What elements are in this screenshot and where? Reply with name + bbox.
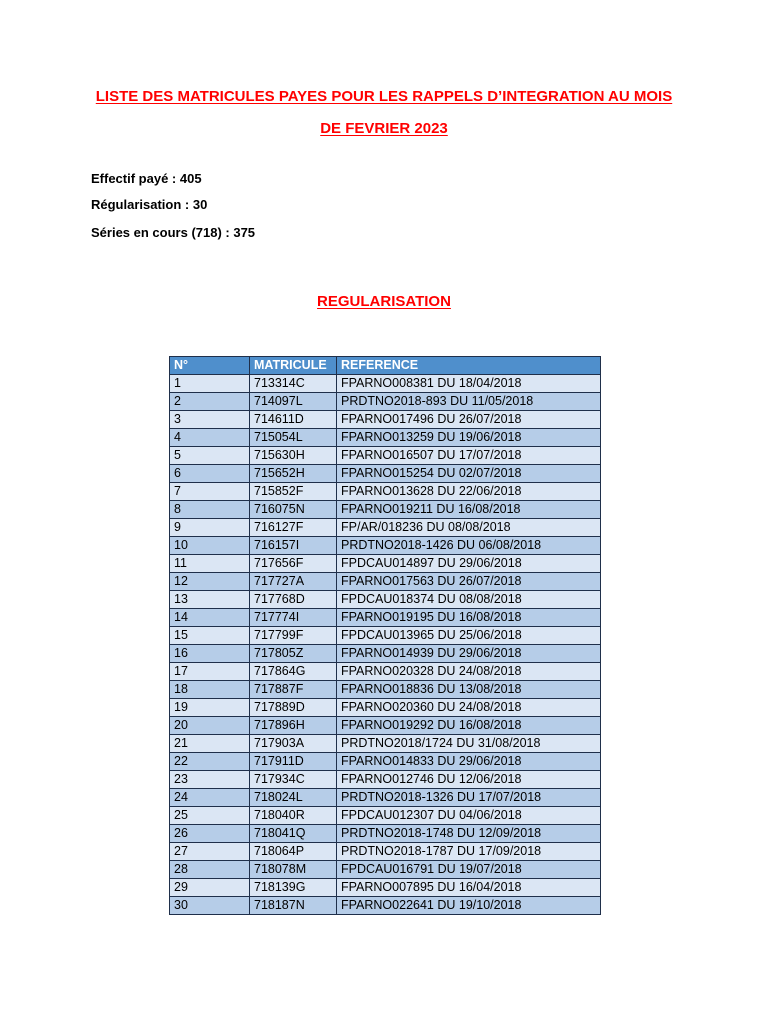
cell-matricule: 714611D: [250, 411, 337, 429]
cell-number: 10: [170, 537, 250, 555]
cell-matricule: 717903A: [250, 735, 337, 753]
cell-reference: FPARNO018836 DU 13/08/2018: [337, 681, 601, 699]
cell-number: 15: [170, 627, 250, 645]
cell-number: 21: [170, 735, 250, 753]
cell-reference: FPARNO013259 DU 19/06/2018: [337, 429, 601, 447]
cell-matricule: 715852F: [250, 483, 337, 501]
cell-number: 2: [170, 393, 250, 411]
cell-matricule: 718187N: [250, 897, 337, 915]
table-row: [170, 879, 601, 897]
cell-number: 28: [170, 861, 250, 879]
column-header-matricule: MATRICULE: [250, 357, 337, 375]
table-row: [170, 627, 601, 645]
cell-number: 1: [170, 375, 250, 393]
cell-matricule: 717896H: [250, 717, 337, 735]
table-row: [170, 753, 601, 771]
cell-matricule: 717889D: [250, 699, 337, 717]
cell-number: 20: [170, 717, 250, 735]
cell-matricule: 717805Z: [250, 645, 337, 663]
table-row: [170, 897, 601, 915]
cell-matricule: 716157I: [250, 537, 337, 555]
cell-number: 13: [170, 591, 250, 609]
section-title: REGULARISATION: [317, 293, 451, 310]
cell-reference: FPDCAU018374 DU 08/08/2018: [337, 591, 601, 609]
table-row: [170, 609, 601, 627]
table-row: [170, 735, 601, 753]
cell-reference: FPARNO012746 DU 12/06/2018: [337, 771, 601, 789]
cell-matricule: 715630H: [250, 447, 337, 465]
table-row: [170, 501, 601, 519]
cell-reference: FPDCAU016791 DU 19/07/2018: [337, 861, 601, 879]
table-row: [170, 645, 601, 663]
cell-number: 14: [170, 609, 250, 627]
cell-matricule: 717799F: [250, 627, 337, 645]
cell-number: 7: [170, 483, 250, 501]
cell-reference: FPARNO013628 DU 22/06/2018: [337, 483, 601, 501]
cell-number: 22: [170, 753, 250, 771]
cell-reference: FPARNO020328 DU 24/08/2018: [337, 663, 601, 681]
document-title-line-2: DE FEVRIER 2023: [320, 120, 448, 137]
cell-matricule: 716075N: [250, 501, 337, 519]
cell-reference: PRDTNO2018-1748 DU 12/09/2018: [337, 825, 601, 843]
table-row: [170, 861, 601, 879]
cell-reference: FPARNO016507 DU 17/07/2018: [337, 447, 601, 465]
table-row: [170, 573, 601, 591]
cell-matricule: 717768D: [250, 591, 337, 609]
cell-reference: FP/AR/018236 DU 08/08/2018: [337, 519, 601, 537]
table-row: [170, 591, 601, 609]
cell-number: 12: [170, 573, 250, 591]
cell-reference: PRDTNO2018-1326 DU 17/07/2018: [337, 789, 601, 807]
cell-reference: FPARNO019195 DU 16/08/2018: [337, 609, 601, 627]
cell-reference: FPARNO014939 DU 29/06/2018: [337, 645, 601, 663]
cell-number: 9: [170, 519, 250, 537]
cell-reference: PRDTNO2018-893 DU 11/05/2018: [337, 393, 601, 411]
cell-matricule: 713314C: [250, 375, 337, 393]
cell-number: 3: [170, 411, 250, 429]
cell-reference: FPARNO019211 DU 16/08/2018: [337, 501, 601, 519]
table-row: [170, 375, 601, 393]
cell-number: 8: [170, 501, 250, 519]
cell-number: 4: [170, 429, 250, 447]
table-row: [170, 807, 601, 825]
cell-matricule: 715054L: [250, 429, 337, 447]
cell-matricule: 717774I: [250, 609, 337, 627]
cell-reference: FPARNO008381 DU 18/04/2018: [337, 375, 601, 393]
cell-reference: PRDTNO2018-1787 DU 17/09/2018: [337, 843, 601, 861]
table-row: [170, 519, 601, 537]
cell-matricule: 717864G: [250, 663, 337, 681]
table-row: [170, 465, 601, 483]
cell-reference: FPARNO015254 DU 02/07/2018: [337, 465, 601, 483]
table-row: [170, 699, 601, 717]
cell-matricule: 717727A: [250, 573, 337, 591]
table-row: [170, 789, 601, 807]
table-row: [170, 447, 601, 465]
cell-number: 11: [170, 555, 250, 573]
table-row: [170, 555, 601, 573]
column-header-number: N°: [170, 357, 250, 375]
table-body: [170, 375, 601, 915]
table-row: [170, 843, 601, 861]
table-row: [170, 825, 601, 843]
cell-matricule: 717911D: [250, 753, 337, 771]
cell-reference: PRDTNO2018/1724 DU 31/08/2018: [337, 735, 601, 753]
table-row: [170, 663, 601, 681]
cell-matricule: 718078M: [250, 861, 337, 879]
cell-reference: FPARNO014833 DU 29/06/2018: [337, 753, 601, 771]
cell-number: 29: [170, 879, 250, 897]
cell-number: 23: [170, 771, 250, 789]
document-title-line-1: LISTE DES MATRICULES PAYES POUR LES RAPPELS D’INTEGRATION AU MOIS: [95, 88, 673, 105]
cell-matricule: 714097L: [250, 393, 337, 411]
table-row: [170, 393, 601, 411]
cell-reference: FPDCAU012307 DU 04/06/2018: [337, 807, 601, 825]
cell-matricule: 717887F: [250, 681, 337, 699]
cell-number: 18: [170, 681, 250, 699]
table-row: [170, 771, 601, 789]
cell-matricule: 715652H: [250, 465, 337, 483]
cell-matricule: 718064P: [250, 843, 337, 861]
cell-matricule: 716127F: [250, 519, 337, 537]
table-row: [170, 717, 601, 735]
cell-matricule: 717934C: [250, 771, 337, 789]
cell-reference: FPARNO007895 DU 16/04/2018: [337, 879, 601, 897]
cell-number: 6: [170, 465, 250, 483]
cell-number: 16: [170, 645, 250, 663]
cell-reference: FPARNO017496 DU 26/07/2018: [337, 411, 601, 429]
cell-reference: FPDCAU013965 DU 25/06/2018: [337, 627, 601, 645]
cell-number: 24: [170, 789, 250, 807]
cell-number: 19: [170, 699, 250, 717]
cell-matricule: 718041Q: [250, 825, 337, 843]
cell-number: 27: [170, 843, 250, 861]
table-row: [170, 483, 601, 501]
cell-number: 25: [170, 807, 250, 825]
cell-reference: FPDCAU014897 DU 29/06/2018: [337, 555, 601, 573]
table-row: [170, 411, 601, 429]
cell-number: 5: [170, 447, 250, 465]
cell-reference: FPARNO017563 DU 26/07/2018: [337, 573, 601, 591]
cell-number: 26: [170, 825, 250, 843]
cell-reference: PRDTNO2018-1426 DU 06/08/2018: [337, 537, 601, 555]
table-row: [170, 429, 601, 447]
cell-reference: FPARNO020360 DU 24/08/2018: [337, 699, 601, 717]
stat-effectif-paye: Effectif payé : 405: [91, 171, 202, 186]
cell-reference: FPARNO022641 DU 19/10/2018: [337, 897, 601, 915]
column-header-reference: REFERENCE: [337, 357, 601, 375]
stat-series-en-cours: Séries en cours (718) : 375: [91, 225, 256, 240]
stat-regularisation: Régularisation : 30: [91, 197, 208, 212]
cell-reference: FPARNO019292 DU 16/08/2018: [337, 717, 601, 735]
cell-number: 30: [170, 897, 250, 915]
regularisation-table: [169, 356, 601, 915]
cell-matricule: 718139G: [250, 879, 337, 897]
cell-matricule: 718040R: [250, 807, 337, 825]
cell-matricule: 717656F: [250, 555, 337, 573]
table-header-row: [170, 357, 601, 375]
cell-number: 17: [170, 663, 250, 681]
table-row: [170, 681, 601, 699]
table-row: [170, 537, 601, 555]
cell-matricule: 718024L: [250, 789, 337, 807]
